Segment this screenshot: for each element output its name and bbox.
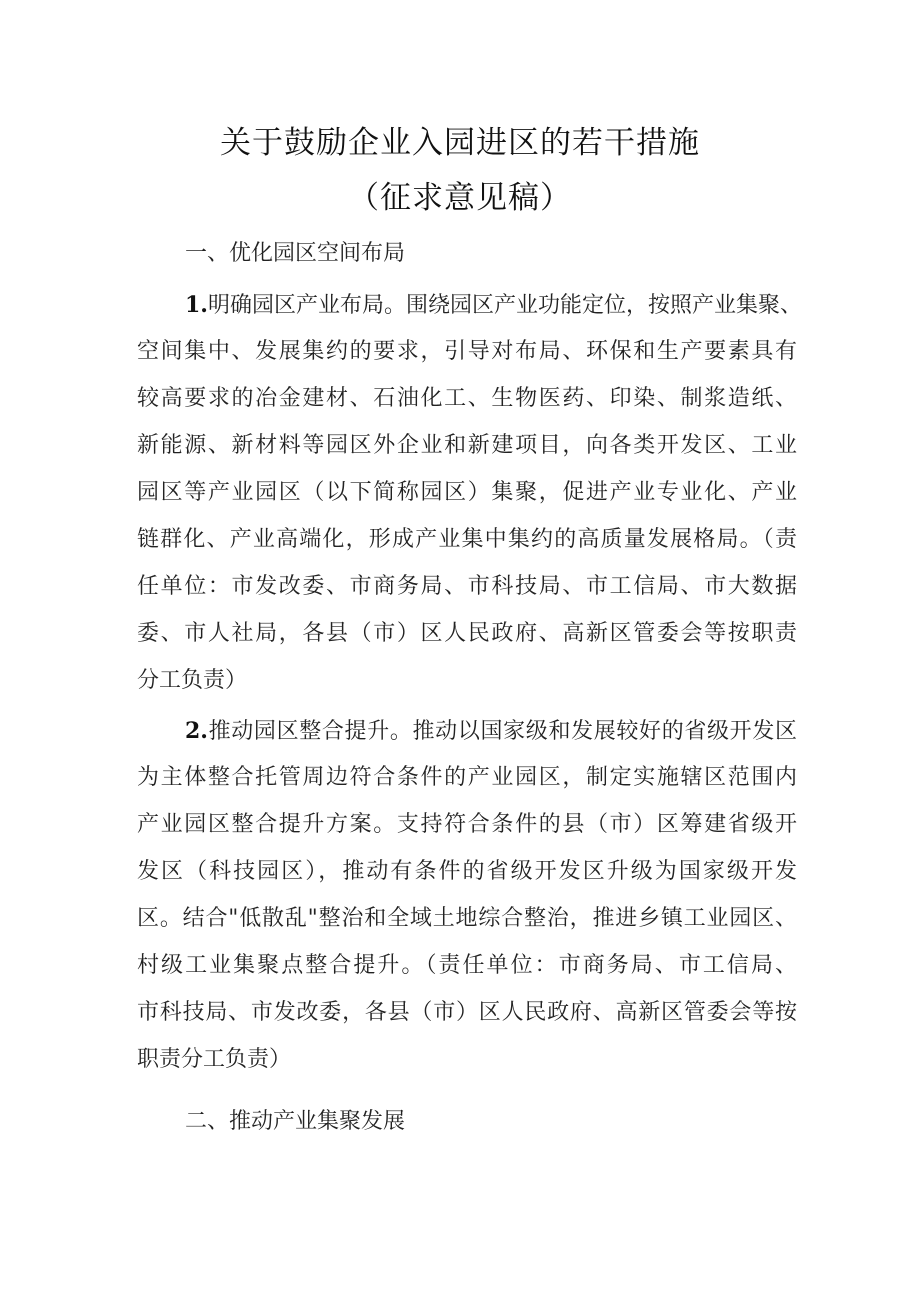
item-number: 2. [185,718,208,744]
paragraph-line: 园区等产业园区（以下简称园区）集聚，促进产业专业化、产业 [137,480,797,505]
paragraph-line: 发区（科技园区），推动有条件的省级开发区升级为国家级开发 [137,859,797,884]
paragraph-line: 区。结合"低散乱"整治和全域土地综合整治，推进乡镇工业园区、 [137,906,797,931]
paragraph-line: 任单位：市发改委、市商务局、市科技局、市工信局、市大数据 [137,574,797,599]
item-number: 1. [185,292,208,318]
document-title: 关于鼓励企业入园进区的若干措施 [220,125,700,161]
paragraph-line [185,290,802,321]
paragraph-line: 为主体整合托管周边符合条件的产业园区，制定实施辖区范围内 [137,765,797,790]
paragraph-line: 产业园区整合提升方案。支持符合条件的县（市）区筹建省级开 [137,812,797,837]
paragraph-text: 推动园区整合提升。推动以国家级和发展较好的省级开发区 [207,719,797,744]
paragraph-line: 分工负责） [137,668,248,693]
section-heading-2: 二、推动产业集聚发展 [185,1109,406,1134]
paragraph-line: 委、市人社局，各县（市）区人民政府、高新区管委会等按职责 [137,621,797,646]
paragraph-line: 职责分工负责） [137,1047,292,1072]
paragraph-line: 较高要求的冶金建材、石油化工、生物医药、印染、制浆造纸、 [137,386,797,411]
paragraph-line: 空间集中、发展集约的要求，引导对布局、环保和生产要素具有 [137,339,797,364]
document-subtitle: （征求意见稿） [348,180,572,216]
paragraph-line: 村级工业集聚点整合提升。（责任单位：市商务局、市工信局、 [137,953,797,978]
paragraph-line: 市科技局、市发改委，各县（市）区人民政府、高新区管委会等按 [137,1000,797,1025]
paragraph-line: 链群化、产业高端化，形成产业集中集约的高质量发展格局。（责 [137,527,797,552]
paragraph-line [185,716,797,747]
paragraph-line: 新能源、新材料等园区外企业和新建项目，向各类开发区、工业 [137,433,797,458]
paragraph-text: 明确园区产业布局。围绕园区产业功能定位，按照产业集聚、 [207,293,802,318]
section-heading-1: 一、优化园区空间布局 [185,241,406,266]
